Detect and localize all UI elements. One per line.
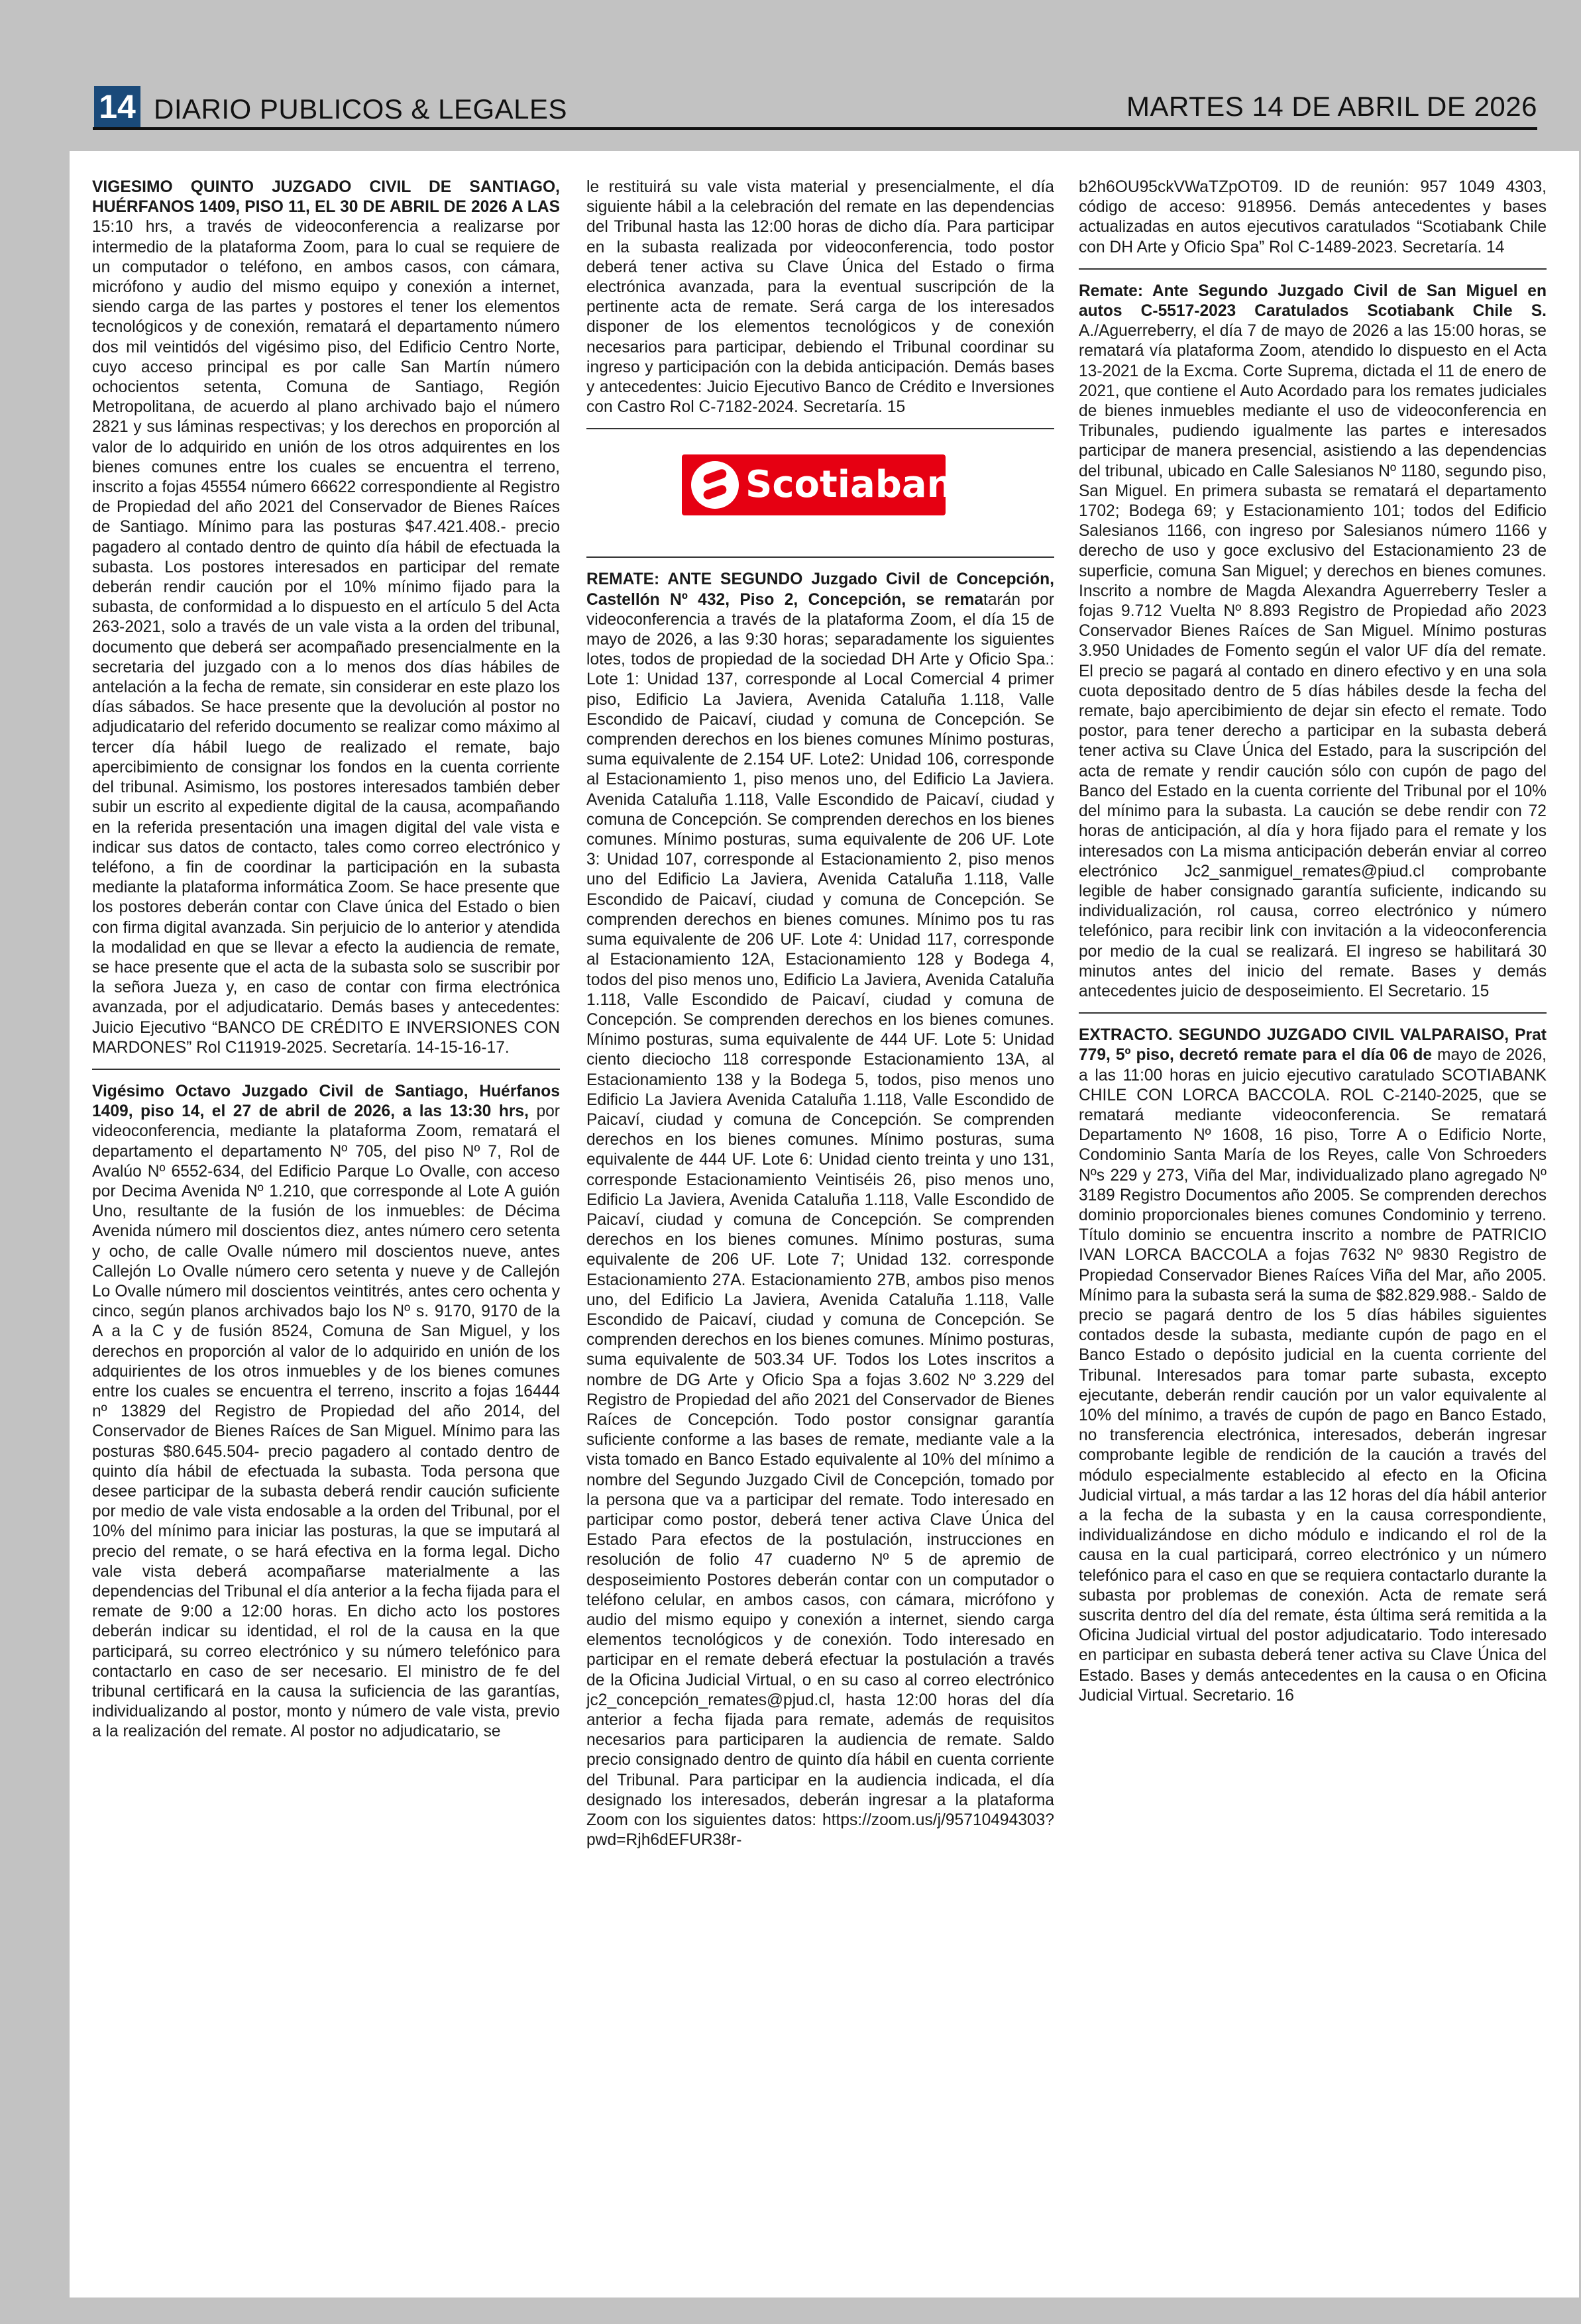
notice-remate-25-juzgado	[92, 178, 560, 1058]
page-sheet	[70, 151, 1579, 2298]
notice-remate-concepcion	[586, 570, 1054, 1850]
notice-extracto-valparaiso	[1079, 1026, 1547, 1706]
notice-body: le restituirá su vale vista material y presencialmente, el día siguiente hábil a la celebración del remate en las dependencias del Tribunal hasta las 12:00 horas de dicho día. Para participar en la subasta realizada por videoconferencia, todo postor deberá tener activa su Clave Única del Estado o firma electrónica avanzada, para la eventual suscripción de la pertinente acta de remate. Será carga de los interesados disponer de los elementos tecnológicos y de conexión necesarios para participar, debiendo el Tribunal coordinar su ingreso y participación con la debida anticipación. Demás bases y antecedentes: Juicio Ejecutivo Banco de Crédito e Inversiones con Castro Rol C-7182-2024. Secretaría. 15	[586, 178, 1054, 417]
notice-lead: REMATE: ANTE SEGUNDO Juzgado Civil de Concepción, Castellón Nº 432, Piso 2, Concepción, se rema	[586, 570, 1054, 609]
separator	[1079, 1012, 1547, 1014]
notice-remate-concepcion-continued	[1079, 178, 1547, 258]
separator	[586, 556, 1054, 558]
notice-body: b2h6OU95ckVWaTZpOT09. ID de reunión: 957 1049 4303, código de acceso: 918956. Demás antecedentes y bases actualizadas en autos ejecutivos caratulados “Scotiabank Chile con DH Arte y Oficio Spa” Rol C-1489-2023. Secretaría. 14	[1079, 178, 1547, 256]
logo-wordmark: Scotiabank	[745, 463, 978, 507]
column-3	[1079, 178, 1547, 1706]
column-1	[92, 178, 560, 1742]
notice-body: 15:10 hrs, a través de videoconferencia a realizarse por intermedio de la plataforma Zoom, para lo cual se requiere de un computador o teléfono, en ambos casos, con cámara, micrófono y audio del mismo equipo y conexión a internet, siendo carga de las partes y postores el tener los elementos tecnológicos y de conexión, rematará el departamento número dos mil veintidós del vigésimo piso, del Edificio Centro Norte, cuyo acceso principal es por calle San Martín número ochocientos setenta, Comuna de Santiago, Región Metropolitana, de acuerdo al plano archivado bajo el número 2821 y sus láminas respectivas; y los derechos en proporción al valor de lo adquirido en unión de los otros adquirentes en los bienes comunes entre los cuales se encuentra el terreno, inscrito a fojas 45554 número 66622 correspondiente al Registro de Propiedad del año 2021 del Conservador de Bienes Raíces de Santiago. Mínimo para las posturas $47.421.408.- precio pagadero al contado dentro de quinto día hábil de efectuada la subasta. Los postores interesados en participar del remate deberán rendir caución por el 10% mínimo fijado para la subasta, de conformidad a lo dispuesto en el artículo 5 del Acta 263-2021, solo a través de un vale vista a la orden del tribunal, documento que deberá ser acompañado presencialmente en la secretaria del juzgado con a lo menos dos días hábiles de antelación a la fecha de remate, sin considerar en este plazo los días sábados. Se hace presente que la devolución al postor no adjudicatario del referido documento se realizar como máximo al tercer día hábil luego de realizado el remate, bajo apercibimiento de consignar los fondos en la cuenta corriente del tribunal. Asimismo, los postores interesados también deber subir un escrito al expediente digital de la causa, acompañando en la referida presentación una imagen digital del vale vista e indicar sus datos de contacto, tales como correo electrónico y teléfono, a fin de coordinar la participación en la subasta mediante la plataforma informática Zoom. Se hace presente que los postores deberán contar con Clave única del Estado o bien con firma digital avanzada. Sin perjuicio de lo anterior y atendida la modalidad en que se llevar a efecto la audiencia de remate, se hace presente que el acta de la subasta solo se suscribir por la señora Jueza y, en caso de contar con firma electrónica avanzada, por el adjudicatario. Demás bases y antecedentes: Juicio Ejecutivo “BANCO DE CRÉDITO E INVERSIONES CON MARDONES” Rol C11919-2025. Secretaría. 14-15-16-17.	[92, 218, 560, 1057]
notice-lead: Remate: Ante Segundo Juzgado Civil de San Miguel en autos C-5517-2023 Caratulados Scotiabank Chile S.	[1079, 282, 1547, 321]
notice-remate-san-miguel	[1079, 282, 1547, 1002]
column-2	[586, 178, 1054, 1850]
notice-lead: VIGESIMO QUINTO JUZGADO CIVIL DE SANTIAGO, HUÉRFANOS 1409, PISO 11, EL 30 DE ABRIL DE 2026 A LAS	[92, 178, 560, 217]
scotiabank-s-icon	[691, 461, 739, 509]
publication-title: DIARIO PUBLICOS & LEGALES	[154, 93, 568, 125]
notice-lead: EXTRACTO. SEGUNDO JUZGADO CIVIL VALPARAISO, Prat 779, 5º piso, decretó remate para el día 06 de	[1079, 1026, 1547, 1065]
page-number: 14	[94, 86, 140, 127]
separator	[1079, 268, 1547, 270]
notice-remate-28-juzgado	[92, 1082, 560, 1742]
publication-date: MARTES 14 DE ABRIL DE 2026	[1126, 91, 1537, 122]
notice-body: mayo de 2026, a las 11:00 horas en juicio ejecutivo caratulado SCOTIABANK CHILE CON LORCA BACCOLA. ROL C-2140-2025, que se rematará mediante videoconferencia. Se rematará Departamento Nº 1608, 16 piso, Torre A o Edificio Norte, Condominio Santa María de los Reyes, calle Von Schroeders Nºs 229 y 273, Viña del Mar, individualizado plano agregado Nº 3189 Registro Documentos año 2005. Se comprenden derechos dominio proporcionales bienes comunes Condominio y terreno. Título dominio se encuentra inscrito a nombre de PATRICIO IVAN LORCA BACCOLA a fojas 7632 Nº 9830 Registro de Propiedad Conservador Bienes Raíces Viña del Mar, año 2005. Mínimo para la subasta será la suma de $82.829.988.- Saldo de precio se pagará dentro de los 5 días hábiles siguientes contados desde la subasta, mediante cupón de pago en el Banco Estado o depósito judicial en la cuenta corriente del Tribunal. Interesados para tomar parte subasta, excepto ejecutante, deberán rendir caución por un valor equivalente al 10% del mínimo, a través de cupón de pago en Banco Estado, no transferencia electrónica, interesados, deberán ingresar comprobante legible de rendición de la caución a través del módulo especialmente establecido al efecto en la Oficina Judicial virtual, a más tardar a las 12 horas del día hábil anterior a la fecha de la subasta y en la causa correspondiente, individualizándose en dicho módulo e indicando el rol de la causa en la cual participará, correo electrónico y un número telefónico para el caso en que se requiera contactarlo durante la subasta por problemas de conexión. Acta de remate será suscrita dentro del día del remate, ésta última será remitida a la Oficina Judicial virtual del postor adjudicatario. Todo interesado en participar en subasta deberá tener activa su Clave Única del Estado. Bases y demás antecedentes en la causa o en Oficina Judicial Virtual. Secretario. 16	[1079, 1046, 1547, 1705]
notice-lead: Vigésimo Octavo Juzgado Civil de Santiago, Huérfanos 1409, piso 14, el 27 de abril de 2026, a las 13:30 hrs,	[92, 1082, 560, 1121]
scotiabank-logo-box	[586, 441, 1054, 546]
notice-body: por videoconferencia, mediante la plataforma Zoom, rematará el departamento el departamento Nº 705, del piso Nº 7, Rol de Avalúo Nº 6552-634, del Edificio Parque Lo Ovalle, con acceso por Decima Avenida Nº 1.210, que corresponde al Lote A guión Uno, resultante de la fusión de los inmuebles: de Décima Avenida número mil doscientos diez, antes número cero setenta y ocho, de calle Ovalle número mil doscientos nueve, antes Callejón Lo Ovalle número cero setenta y nueve y de Callejón Lo Ovalle número mil doscientos veintitrés, antes cero ochenta y cinco, según planos archivados bajo los Nº s. 9170, 9170 de la A a la C y de fusión 8524, Comuna de San Miguel, y los derechos en proporción al valor de lo adquirido en unión de los adquirientes de los otros inmuebles y de los bienes comunes entre los cuales se encuentra el terreno, inscrito a fojas 16444 nº 13829 del Registro de Propiedad del año 2014, del Conservador de Bienes Raíces de San Miguel. Mínimo para las posturas $80.645.504- precio pagadero al contado dentro de quinto día hábil de efectuada la subasta. Toda persona que desee participar de la subasta deberá rendir caución suficiente por medio de vale vista endosable a la orden del Tribunal, por el 10% del mínimo para iniciar las posturas, la que se imputará al precio del remate, o se hará efectiva en la forma legal. Dicho vale vista deberá acompañarse materialmente a las dependencias del Tribunal el día anterior a la fecha fijada para el remate de 9:00 a 12:00 horas. En dicho acto los postores deberán indicar su identidad, el rol de la causa en la que participará, su correo electrónico y su número telefónico para contactarlo en caso de ser necesario. El ministro de fe del tribunal certificará en la causa la suficiencia de las garantías, individualizando al postor, monto y número de vale vista, previo a la realización del remate. Al postor no adjudicatario, se	[92, 1102, 560, 1741]
notice-body: tarán por videoconferencia a través de la plataforma Zoom, el día 15 de mayo de 2026, a las 9:30 horas; separadamente los siguientes lotes, todos de propiedad de la sociedad DH Arte y Oficio Spa.: Lote 1: Unidad 137, corresponde al Local Comercial 4 primer piso, Edificio La Javiera, Avenida Cataluña 1.118, Valle Escondido de Paicaví, ciudad y comuna de Concepción. Se comprenden derechos en los bienes comunes Mínimo posturas, suma equivalente de 2.154 UF. Lote2: Unidad 106, corresponde al Estacionamiento 1, piso menos uno, del Edificio La Javiera. Avenida Cataluña 1.118, Valle Escondido de Paicaví, ciudad y comuna de Concepción. Se comprenden derechos en los bienes comunes. Mínimo posturas, suma equivalente de 206 UF. Lote 3: Unidad 107, corresponde al Estacionamiento 2, piso menos uno del Edificio La Javiera, Avenida Cataluña 1.118, Valle Escondido de Paicaví, ciudad y comuna de Concepción. Se comprenden derechos en bienes comunes. Mínimo pos tu ras suma equivalente de 206 UF. Lote 4: Unidad 117, corresponde al Estacionamiento 12A, Estacionamiento 128 y Bodega 4, todos del piso menos uno, Edificio La Javiera, Avenida Cataluña 1.118, Valle Escondido de Paicaví, ciudad y comuna de Concepción. Se comprenden derechos en los bienes comunes. Mínimo posturas, suma equivalente de 444 UF. Lote 5: Unidad ciento dieciocho 118 corresponde Estacionamiento 13A, al Estacionamiento 138 y la Bodega 5, todos, piso menos uno Edificio La Javiera Avenida Cataluña 1.118, Valle Escondido de Paicaví, ciudad y comuna de Concepción. Se comprenden derechos en los bienes comunes. Mínimo posturas, suma equivalente de 444 UF. Lote 6: Unidad ciento treinta y uno 131, corresponde Estacionamiento Veintiséis 26, piso menos uno, Edificio La Javiera, Avenida Cataluña 1.118, Valle Escondido de Paicaví, ciudad y comuna de Concepción. Se comprenden derechos en los bienes comunes. Mínimo posturas, suma equivalente de 206 UF. Lote 7; Unidad 132. corresponde Estacionamiento 27A. Estacionamiento 27B, ambos piso menos uno, del Edificio La Javiera, Avenida Cataluña 1.118, Valle Escondido de Paicaví, ciudad y comuna de Concepción. Se comprenden derechos en los bienes comunes. Mínimo posturas, suma equivalente de 503.34 UF. Todos los Lotes inscritos a nombre de DG Arte y Oficio Spa a fojas 3.602 Nº 3.229 del Registro de Propiedad del año 2021 del Conservador de Bienes Raíces de Concepción. Todo postor consignar garantía suficiente conforme a las bases de remate, mediante vale a la vista tomado en Banco Estado equivalente al 10% del mínimo a nombre del Segundo Juzgado Civil de Concepción, tomado por la persona que va a participar del remate. Todo interesado en participar como postor, deberá tener activa Clave Única del Estado Para efectos de la postulación, instrucciones en resolución de folio 47 cuaderno Nº 5 de apremio de desposeimiento Postores deberán contar con un computador o teléfono celular, en ambos casos, con cámara, micrófono y audio del mismo equipo y conexión a internet, siendo carga elementos tecnológicos y de conexión. Todo interesado en participar en el remate deberá efectuar la postulación a través de la Oficina Judicial Virtual, o en su caso al correo electrónico jc2_concepción_remates@pjud.cl, hasta 12:00 horas del día anterior a fecha fijada para remate, además de requisitos necesarios para participaren la audiencia de remate. Saldo precio consignado dentro de quinto día hábil en cuenta corriente del Tribunal. Para participar en la audiencia indicada, el día designado los interesados, deberán ingresar a la plataforma Zoom con los siguientes datos: https://zoom.us/j/95710494303?pwd=Rjh6dEFUR38r-	[586, 590, 1054, 1850]
separator	[586, 428, 1054, 429]
scotiabank-logo	[682, 454, 978, 515]
separator	[92, 1069, 560, 1070]
notice-remate-28-juzgado-continued	[586, 178, 1054, 417]
page-header	[93, 86, 1537, 130]
notice-body: A./Aguerreberry, el día 7 de mayo de 2026 a las 15:00 horas, se rematará vía plataforma Zoom, atendido lo dispuesto en el Acta 13-2021 de la Excma. Corte Suprema, dictada el 11 de enero de 2021, que contiene el Auto Acordado para los remates judiciales de bienes inmuebles mediante el uso de videoconferencia en Tribunales, pudiendo igualmente las partes e interesados participar de manera presencial, asistiendo a las dependencias del tribunal, ubicado en Calle Salesianos Nº 1180, segundo piso, San Miguel. En primera subasta se rematará el departamento 1702; Bodega 69; y Estacionamiento 101; todos del Edificio Salesianos 1166, con ingreso por Salesianos número 1166 y derecho de uso y goce exclusivo del Estacionamiento 23 de superficie, comuna San Miguel; y derechos en bienes comunes. Inscrito a nombre de Magda Alexandra Aguerreberry Tesler a fojas 9.712 Vuelta Nº 8.893 Registro de Propiedad año 2023 Conservador Bienes Raíces de San Miguel. Mínimo posturas 3.950 Unidades de Fomento según el valor UF día del remate. El precio se pagará al contado en dinero efectivo y en una sola cuota depositado dentro de 5 días hábiles desde la fecha del remate, bajo apercibimiento de dejar sin efecto el remate. Todo postor, para tener derecho a participar en la subasta deberá tener activa su Clave Única del Estado, para la suscripción del acta de remate y rendir caución sólo con cupón de pago del Banco del Estado en la cuenta corriente del Tribunal por el 10% del mínimo para la subasta. La caución se debe rendir con 72 horas de anticipación, al día y hora fijado para el remate y los interesados con La misma anticipación deberán enviar al correo electrónico Jc2_sanmiguel_remates@piud.cl comprobante legible de haber consignado garantía suficiente, indicando su individualización, rol causa, correo electrónico y número telefónico, para recibir link con invitación a la videoconferencia por medio de la cual se realizará. El ingreso se habilitará 30 minutos antes del inicio del remate. Bases y demás antecedentes juicio de desposeimiento. El Secretario. 15	[1079, 322, 1547, 1000]
